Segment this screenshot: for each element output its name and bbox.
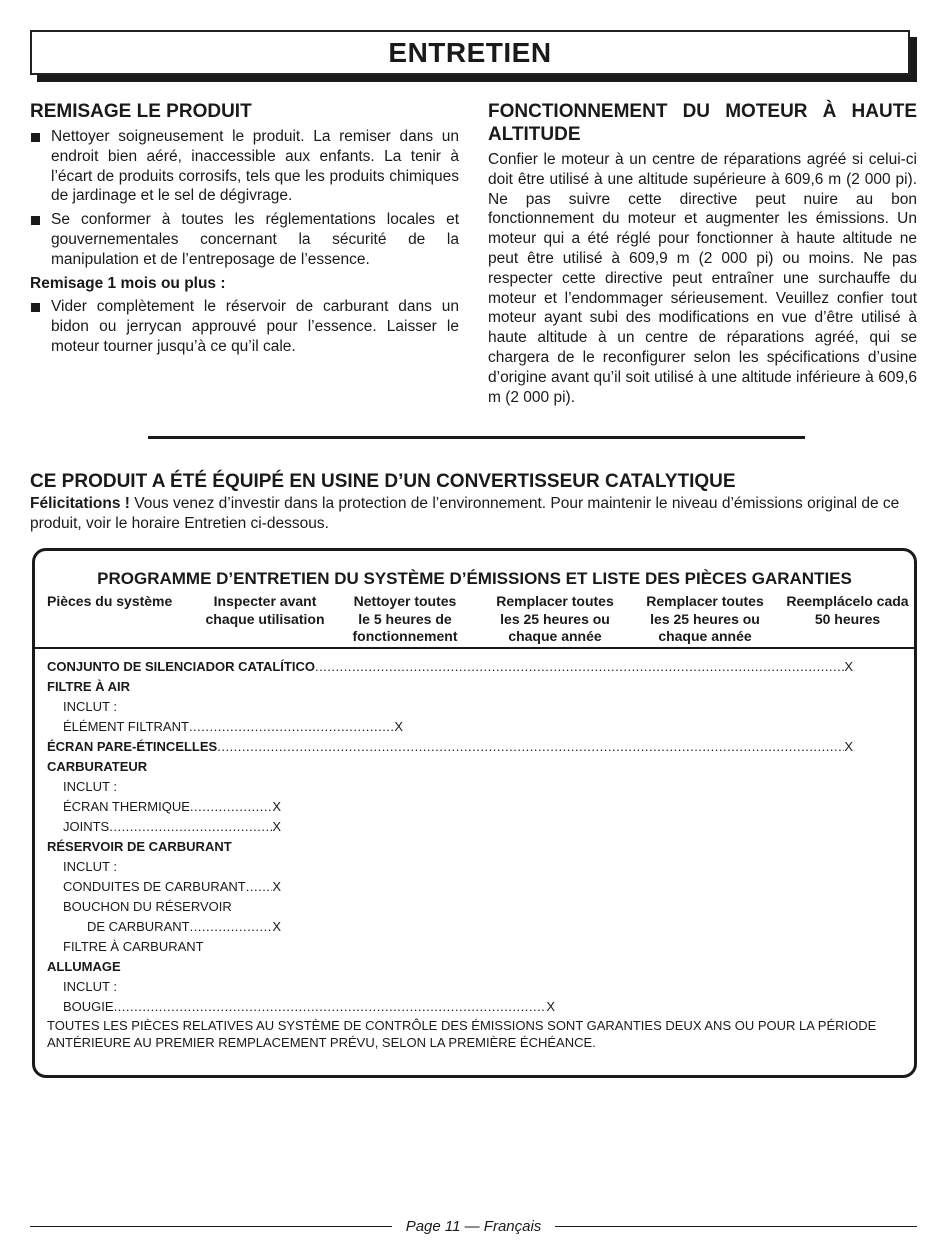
catalytic-text: Vous venez d’investir dans la protection de l’environnement. Pour maintenir le niveau d’émissions original de ce produit, voir le horaire Entretien ci-dessous. (30, 495, 900, 532)
leader-dots (189, 717, 394, 737)
schedule-mark: X (546, 999, 555, 1014)
footer-rule (555, 1226, 917, 1228)
column-header: Reemplácelo cada 50 heures (786, 593, 909, 627)
part-name: RÉSERVOIR DE CARBURANT (47, 839, 232, 854)
schedule-mark: X (844, 659, 853, 674)
emissions-schedule-table (32, 548, 917, 1078)
part-name: FILTRE À CARBURANT (63, 939, 204, 954)
table-row (47, 957, 121, 977)
column-header: Remplacer toutes les 25 heures ou chaque année (496, 593, 614, 644)
part-name: CONJUNTO DE SILENCIADOR CATALÍTICO (47, 659, 315, 674)
list-item (30, 297, 459, 356)
leader-dots (190, 917, 273, 937)
storage-heading: REMISAGE LE PRODUIT (30, 101, 252, 122)
storage-subheading: Remisage 1 mois ou plus : (30, 274, 226, 292)
table-row (47, 917, 281, 937)
part-name: FILTRE À AIR (47, 679, 131, 694)
page-number: Page 11 — Français (405, 1218, 542, 1235)
column-header: Remplacer toutes les 25 heures ou chaque année (646, 593, 764, 644)
table-row (47, 777, 117, 797)
catalytic-heading: CE PRODUIT A ÉTÉ ÉQUIPÉ EN USINE D’UN CONVERTISSEUR CATALYTIQUE (30, 471, 736, 492)
part-name: DE CARBURANT (87, 919, 190, 934)
table-row (47, 677, 130, 697)
part-name: INCLUT : (63, 859, 117, 874)
column-header: Inspecter avant chaque utilisation (205, 593, 325, 627)
column-header: Pièces du système (47, 593, 173, 609)
table-row (47, 657, 853, 677)
part-name: ÉCRAN PARE-ÉTINCELLES (47, 739, 218, 754)
altitude-heading: FONCTIONNEMENT DU MOTEUR À HAUTE ALTITUDE (488, 101, 917, 145)
list-item (30, 210, 459, 269)
part-name: ALLUMAGE (47, 959, 121, 974)
schedule-mark: X (272, 879, 281, 894)
header-divider (35, 647, 914, 649)
schedule-mark: X (844, 739, 853, 754)
footer-rule (30, 1226, 392, 1228)
warranty-note: TOUTES LES PIÈCES RELATIVES AU SYSTÈME DE CONTRÔLE DES ÉMISSIONS SONT GARANTIES DEUX ANS OU POUR LA PÉRIODE ANTÉRIEURE AU PREMIER REMPLACEMENT PRÉVU, SELON LA PREMIÈRE ÉCHÉANCE. (47, 1018, 877, 1050)
bullet-text: Nettoyer soigneusement le produit. La remiser dans un endroit bien aéré, inaccessible aux enfants. La tenir à l’écart de produits corrosifs, tels que les produits chimiques de jardinage et le sel de dégivrage. (51, 128, 459, 205)
altitude-section (488, 100, 917, 407)
table-row (47, 797, 281, 817)
part-name: JOINTS (63, 819, 110, 834)
leader-dots (217, 737, 844, 757)
table-row (47, 977, 117, 997)
leader-dots (246, 877, 273, 897)
part-name: BOUGIE (63, 999, 114, 1014)
table-row (47, 937, 204, 957)
part-name: ÉCRAN THERMIQUE (63, 799, 190, 814)
altitude-body: Confier le moteur à un centre de réparations agréé si celui-ci doit être utilisé à une altitude supérieure à 609,6 m (2 000 pi). Ne pas suivre cette directive peut nuire au bon fonctionnement du moteur et augmenter les émissions. Un moteur qui a été réglé pour fonctionner à haute altitude ne peut être utilisé à 609,9 m (2 000 pi) ou moins. Ne pas respecter cette directive peut entraîner une surchauffe du moteur et l’endommager sérieusement. Veuillez confier tout moteur ayant subi des modifications en vue d’être utilisé à haute altitude à un centre de réparations agréé, qui se chargera de le reconfigurer selon les spécifications d’usine d’origine avant qu’il soit utilisé à une altitude inférieure à 609,6 m (2 000 pi). (488, 151, 917, 406)
list-item (30, 127, 459, 206)
schedule-mark: X (394, 719, 403, 734)
leader-dots (114, 997, 547, 1017)
part-name: INCLUT : (63, 699, 117, 714)
leader-dots (315, 657, 844, 677)
table-title: PROGRAMME D’ENTRETIEN DU SYSTÈME D’ÉMISSIONS ET LISTE DES PIÈCES GARANTIES (97, 569, 852, 588)
storage-section (30, 100, 459, 357)
schedule-mark: X (272, 799, 281, 814)
table-row (47, 877, 281, 897)
table-row (47, 737, 853, 757)
part-name: CARBURATEUR (47, 759, 148, 774)
catalytic-lead: Félicitations ! (30, 495, 130, 512)
column-header: Nettoyer toutes le 5 heures de fonctionnement (352, 593, 458, 644)
part-name: INCLUT : (63, 779, 117, 794)
table-row (47, 697, 117, 717)
part-name: BOUCHON DU RÉSERVOIR (63, 899, 232, 914)
bullet-icon (31, 216, 40, 225)
table-row (47, 757, 147, 777)
leader-dots (109, 817, 272, 837)
part-name: INCLUT : (63, 979, 117, 994)
schedule-mark: X (272, 819, 281, 834)
bullet-icon (31, 303, 40, 312)
divider (148, 436, 805, 439)
catalytic-body (30, 494, 915, 534)
page-footer (30, 1218, 917, 1235)
catalytic-section (30, 470, 915, 534)
bullet-text: Vider complètement le réservoir de carburant dans un bidon ou jerrycan approuvé pour l’essence. Laisser le moteur tourner jusqu’à ce qu’il cale. (51, 298, 459, 355)
part-name: CONDUITES DE CARBURANT (63, 879, 246, 894)
schedule-mark: X (272, 919, 281, 934)
page-title: ENTRETIEN (30, 30, 910, 75)
table-row (47, 837, 232, 857)
table-row (47, 857, 117, 877)
table-row (47, 717, 403, 737)
table-row (47, 997, 555, 1017)
table-row (47, 897, 232, 917)
table-row (47, 817, 281, 837)
part-name: ÉLÉMENT FILTRANT (63, 719, 189, 734)
leader-dots (190, 797, 272, 817)
bullet-icon (31, 133, 40, 142)
bullet-text: Se conformer à toutes les réglementations locales et gouvernementales concernant la sécurité de la manipulation et de l’entreposage de l’essence. (51, 211, 459, 268)
